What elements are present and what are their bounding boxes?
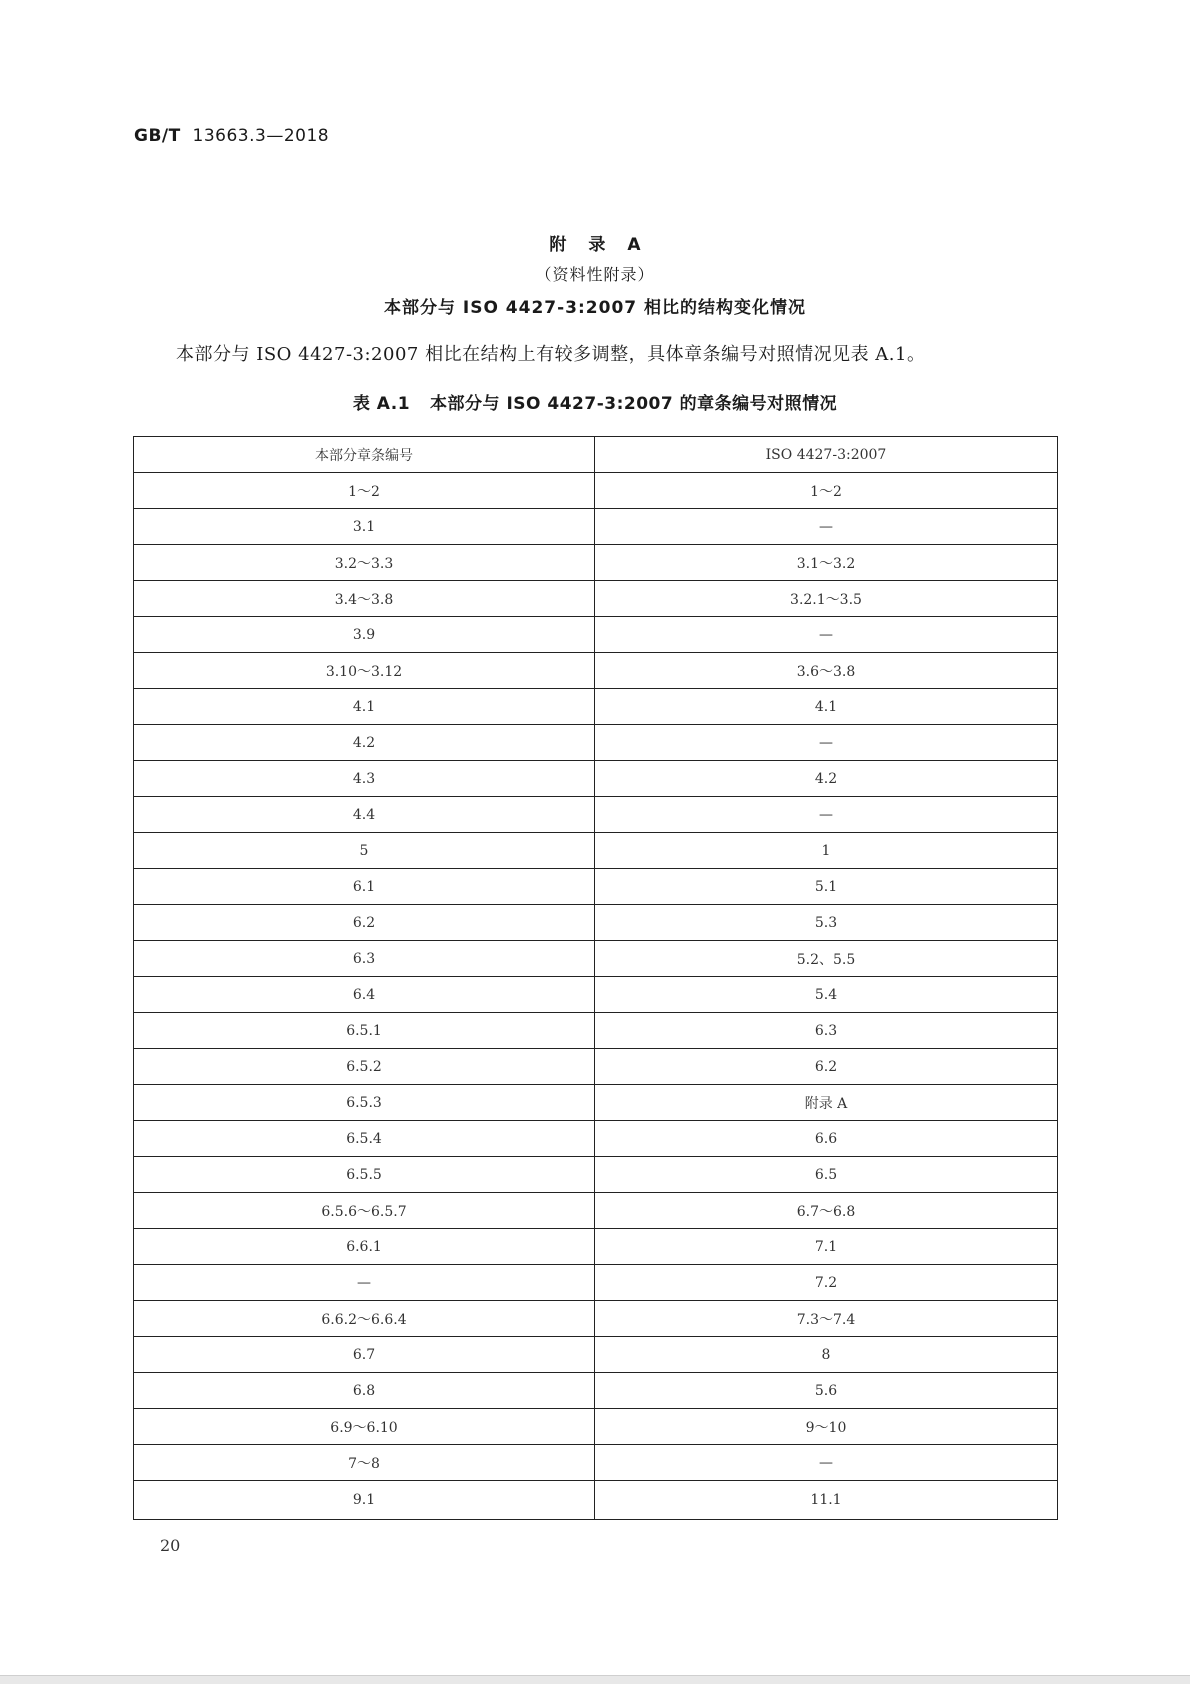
cell-iso-clause: — (595, 509, 1058, 545)
cell-this-part-clause: 6.5.6～6.5.7 (134, 1193, 595, 1229)
cell-this-part-clause: 4.2 (134, 725, 595, 761)
intro-paragraph: 本部分与 ISO 4427-3:2007 相比在结构上有较多调整，具体章条编号对照情况见表 A.1。 (176, 344, 926, 365)
table-row (134, 761, 1058, 797)
table-row (134, 1481, 1058, 1520)
table-row (134, 1193, 1058, 1229)
table-row (134, 1157, 1058, 1193)
table-caption-label: 表 A.1 (352, 394, 411, 414)
cell-iso-clause: 5.4 (595, 977, 1058, 1013)
cell-iso-clause: 5.6 (595, 1373, 1058, 1409)
cell-iso-clause: 6.6 (595, 1121, 1058, 1157)
cell-iso-clause: 1～2 (595, 473, 1058, 509)
cell-iso-clause: 6.2 (595, 1049, 1058, 1085)
table-row (134, 833, 1058, 869)
cell-this-part-clause: 6.5.3 (134, 1085, 595, 1121)
cell-iso-clause: 5.3 (595, 905, 1058, 941)
table-row (134, 653, 1058, 689)
cell-this-part-clause: 3.1 (134, 509, 595, 545)
table-row (134, 1301, 1058, 1337)
table-row (134, 977, 1058, 1013)
table-row (134, 509, 1058, 545)
cell-iso-clause: 7.1 (595, 1229, 1058, 1265)
cell-iso-clause: 4.2 (595, 761, 1058, 797)
footer-bar (0, 1675, 1190, 1684)
table-row (134, 1085, 1058, 1121)
cell-this-part-clause: 4.3 (134, 761, 595, 797)
table-row (134, 1049, 1058, 1085)
cell-iso-clause: 3.1～3.2 (595, 545, 1058, 581)
table-caption-text: 本部分与 ISO 4427-3:2007 的章条编号对照情况 (430, 394, 838, 414)
cell-iso-clause: 6.7～6.8 (595, 1193, 1058, 1229)
cell-iso-clause: 6.5 (595, 1157, 1058, 1193)
cell-iso-clause: 5.1 (595, 869, 1058, 905)
cell-iso-clause: 11.1 (595, 1481, 1058, 1520)
cell-this-part-clause: 1～2 (134, 473, 595, 509)
cell-this-part-clause: 9.1 (134, 1481, 595, 1520)
cell-this-part-clause: 6.7 (134, 1337, 595, 1373)
cell-this-part-clause: 4.1 (134, 689, 595, 725)
cell-iso-clause: 1 (595, 833, 1058, 869)
table-row (134, 869, 1058, 905)
table-row (134, 1445, 1058, 1481)
table-row (134, 1013, 1058, 1049)
cell-this-part-clause: 6.3 (134, 941, 595, 977)
annex-heading: 本部分与 ISO 4427-3:2007 相比的结构变化情况 (383, 298, 807, 318)
table-row (134, 1409, 1058, 1445)
table-body (134, 473, 1058, 1520)
table-row (134, 725, 1058, 761)
table-row (134, 797, 1058, 833)
cell-this-part-clause: — (134, 1265, 595, 1301)
cell-iso-clause: 7.3～7.4 (595, 1301, 1058, 1337)
table-row (134, 941, 1058, 977)
cell-this-part-clause: 4.4 (134, 797, 595, 833)
table-row (134, 581, 1058, 617)
cell-this-part-clause: 6.2 (134, 905, 595, 941)
annex-title: 附录A (549, 235, 663, 255)
table-row (134, 1337, 1058, 1373)
cell-this-part-clause: 3.9 (134, 617, 595, 653)
cell-iso-clause: 4.1 (595, 689, 1058, 725)
standard-prefix: GB/T (134, 126, 181, 146)
table-row (134, 905, 1058, 941)
cell-iso-clause: 7.2 (595, 1265, 1058, 1301)
cell-iso-clause: 3.6～3.8 (595, 653, 1058, 689)
page-number: 20 (160, 1536, 181, 1555)
cell-this-part-clause: 3.4～3.8 (134, 581, 595, 617)
standard-number: 13663.3—2018 (192, 126, 330, 146)
cell-iso-clause: — (595, 725, 1058, 761)
cell-this-part-clause: 3.2～3.3 (134, 545, 595, 581)
cell-iso-clause: 附录 A (595, 1085, 1058, 1121)
table-row (134, 1265, 1058, 1301)
table-row (134, 1229, 1058, 1265)
column-header-this-part: 本部分章条编号 (134, 437, 595, 473)
cell-this-part-clause: 6.9～6.10 (134, 1409, 595, 1445)
standard-code (134, 126, 329, 146)
cell-this-part-clause: 6.8 (134, 1373, 595, 1409)
cell-this-part-clause: 6.1 (134, 869, 595, 905)
annex-type: （资料性附录） (535, 265, 655, 284)
cell-iso-clause: 5.2、5.5 (595, 941, 1058, 977)
cell-iso-clause: — (595, 617, 1058, 653)
table-row (134, 617, 1058, 653)
table-row (134, 545, 1058, 581)
cell-this-part-clause: 6.6.1 (134, 1229, 595, 1265)
cell-this-part-clause: 6.5.2 (134, 1049, 595, 1085)
table-row (134, 689, 1058, 725)
cell-this-part-clause: 3.10～3.12 (134, 653, 595, 689)
table-header-row (134, 437, 1058, 473)
clause-mapping-table (133, 436, 1058, 1520)
cell-this-part-clause: 6.4 (134, 977, 595, 1013)
table-caption (0, 389, 1190, 414)
cell-this-part-clause: 6.6.2～6.6.4 (134, 1301, 595, 1337)
table-row (134, 473, 1058, 509)
cell-this-part-clause: 6.5.1 (134, 1013, 595, 1049)
cell-iso-clause: — (595, 797, 1058, 833)
column-header-iso: ISO 4427-3:2007 (595, 437, 1058, 473)
cell-this-part-clause: 6.5.5 (134, 1157, 595, 1193)
cell-iso-clause: 6.3 (595, 1013, 1058, 1049)
table-row (134, 1373, 1058, 1409)
cell-this-part-clause: 6.5.4 (134, 1121, 595, 1157)
cell-iso-clause: — (595, 1445, 1058, 1481)
cell-this-part-clause: 5 (134, 833, 595, 869)
cell-iso-clause: 8 (595, 1337, 1058, 1373)
cell-iso-clause: 9～10 (595, 1409, 1058, 1445)
cell-iso-clause: 3.2.1～3.5 (595, 581, 1058, 617)
cell-this-part-clause: 7～8 (134, 1445, 595, 1481)
table-row (134, 1121, 1058, 1157)
